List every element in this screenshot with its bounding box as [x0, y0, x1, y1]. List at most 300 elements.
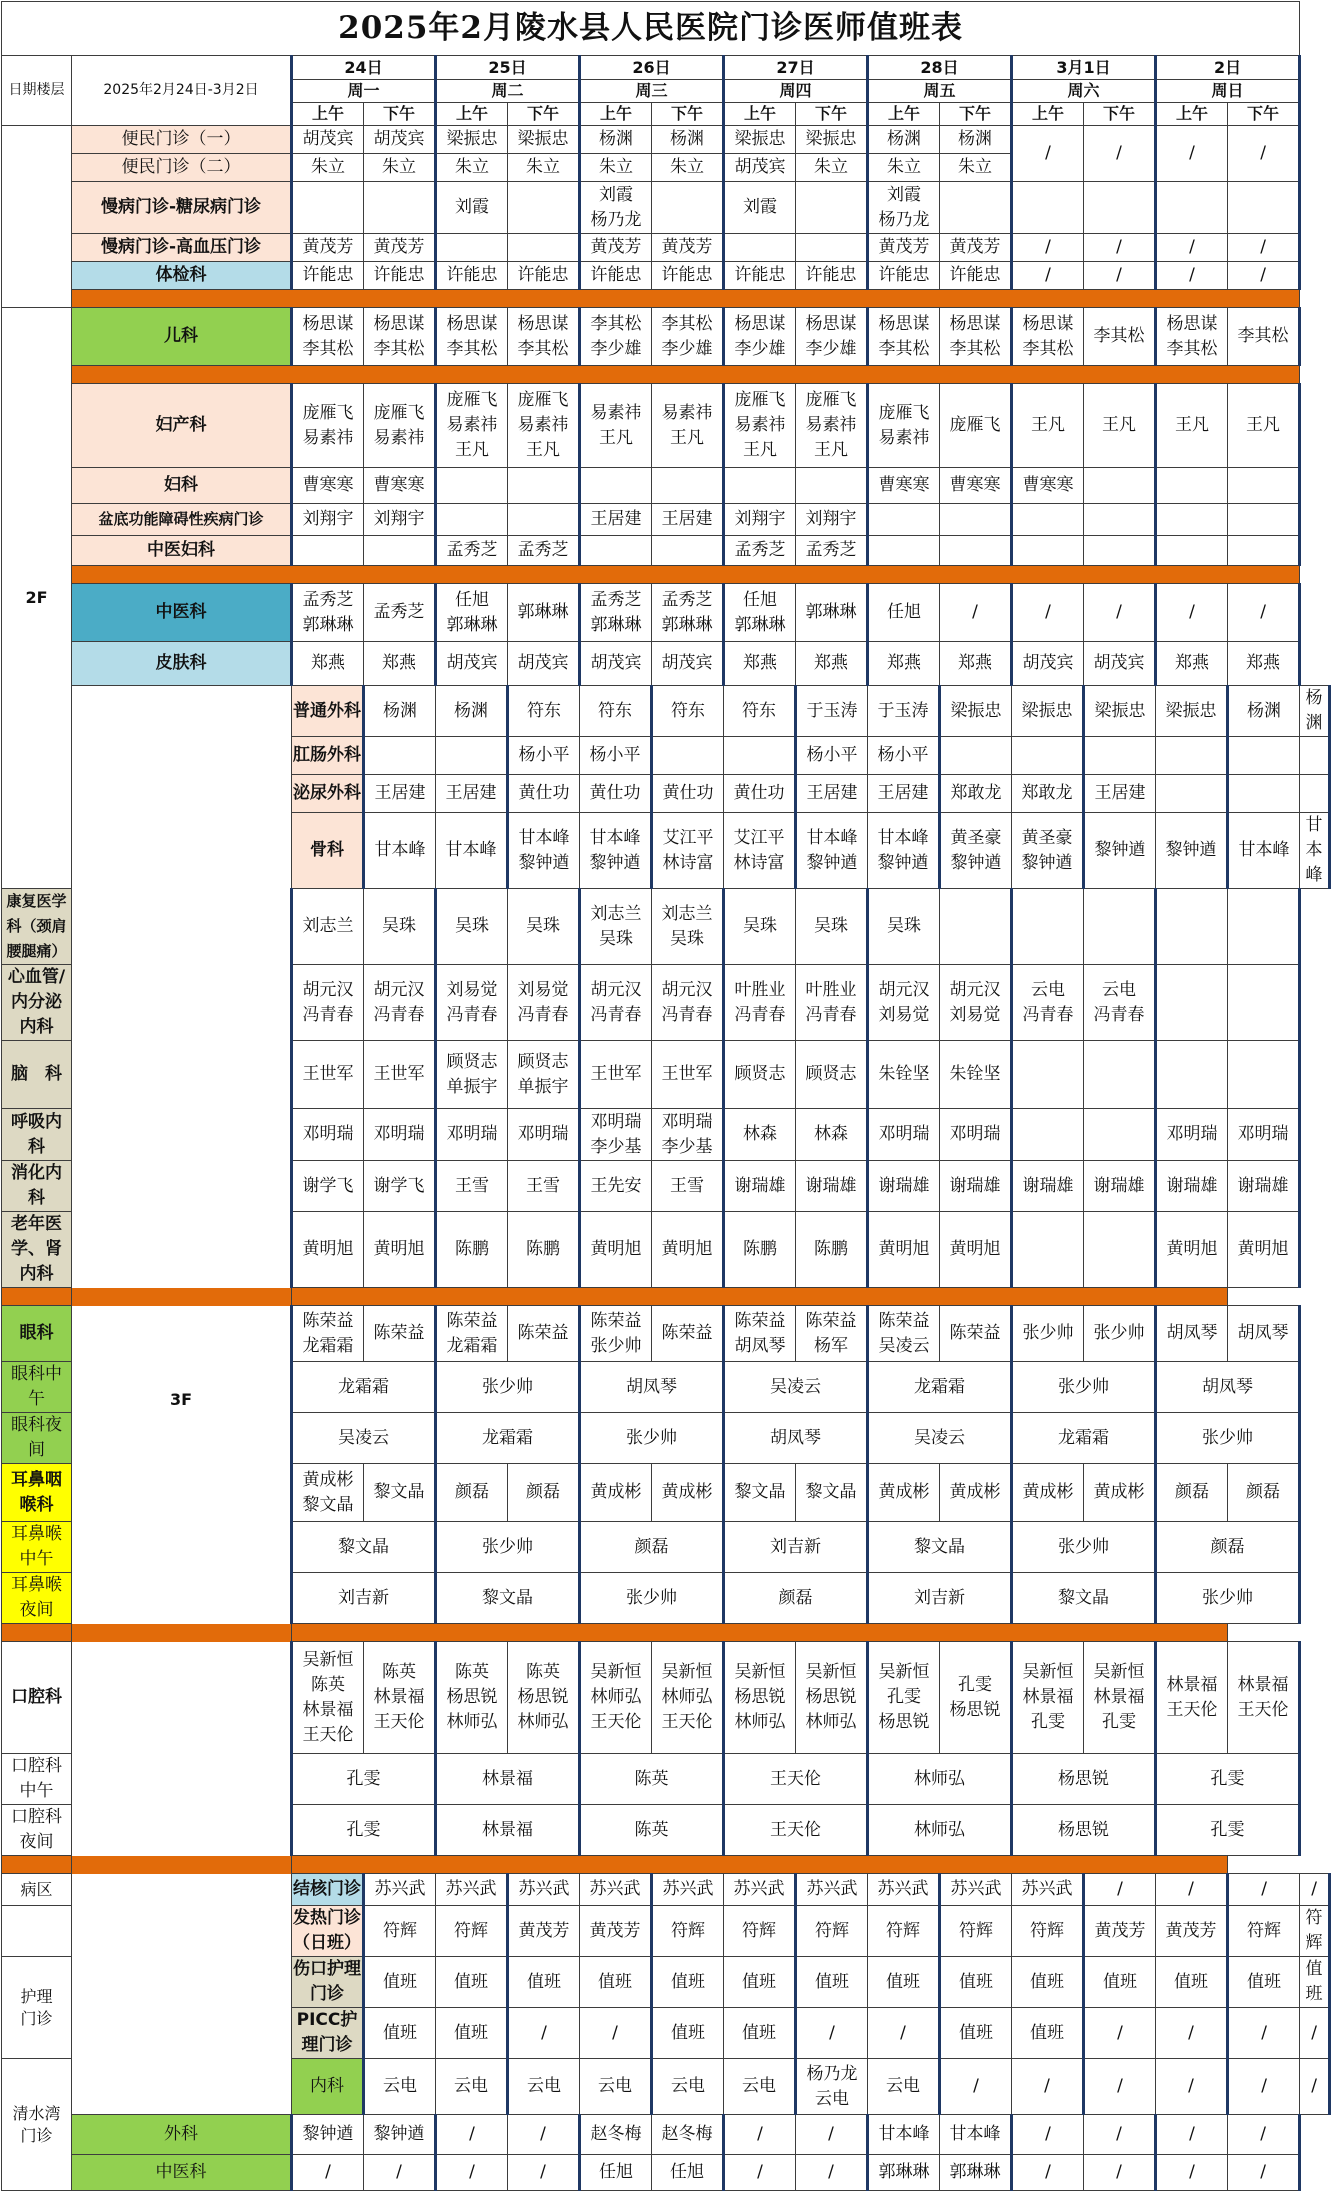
- duty-cell: 王凡: [1084, 384, 1156, 468]
- duty-cell: 甘本峰: [940, 2115, 1012, 2155]
- duty-cell: 林师弘: [868, 1805, 1012, 1856]
- duty-cell: [940, 536, 1012, 566]
- duty-cell: 许能忠: [436, 262, 508, 290]
- duty-cell: 谢瑞雄: [1156, 1161, 1228, 1212]
- duty-cell: [940, 889, 1012, 965]
- day-header-weekday: 周三: [580, 80, 724, 103]
- duty-cell: 顾贤志: [796, 1041, 868, 1109]
- duty-cell: 云电: [436, 2059, 508, 2115]
- duty-cell: 杨渊: [868, 126, 940, 154]
- department-name: 脑 科: [2, 1041, 72, 1109]
- duty-cell: 甘本峰 黎钟遒: [580, 813, 652, 889]
- department-name: 眼科夜间: [2, 1413, 72, 1464]
- duty-cell: 陈鹏: [724, 1212, 796, 1288]
- duty-cell: 王居建: [652, 504, 724, 536]
- duty-cell: 邓明瑞 李少基: [580, 1109, 652, 1161]
- duty-cell: 黄成彬: [868, 1464, 940, 1522]
- department-name: 妇产科: [72, 384, 292, 468]
- duty-cell: [1228, 889, 1300, 965]
- duty-cell: 朱立: [508, 154, 580, 182]
- duty-cell: 黄茂芳: [1156, 1906, 1228, 1957]
- department-name: 眼科: [2, 1306, 72, 1362]
- duty-cell: 苏兴武: [868, 1874, 940, 1906]
- duty-cell: [1156, 468, 1228, 504]
- duty-cell: 甘本峰 黎钟遒: [868, 813, 940, 889]
- duty-cell: 郑燕: [1156, 642, 1228, 686]
- duty-cell: 林景福: [436, 1754, 580, 1805]
- duty-cell-closed: /: [1156, 2155, 1228, 2191]
- duty-cell: 黄成彬: [1084, 1464, 1156, 1522]
- duty-cell: 黄仕功: [652, 775, 724, 813]
- duty-cell: 值班: [1228, 1957, 1300, 2008]
- department-name: 中医科: [72, 584, 292, 642]
- duty-cell: 黄明旭: [292, 1212, 364, 1288]
- duty-cell-closed: /: [1012, 126, 1084, 182]
- duty-cell: 曹寒寒: [364, 468, 436, 504]
- duty-cell: 吴新恒 林师弘 王天伦: [652, 1642, 724, 1754]
- department-name: 泌尿外科: [292, 775, 364, 813]
- duty-cell: 黄成彬: [940, 1464, 1012, 1522]
- duty-cell-closed: /: [508, 2115, 580, 2155]
- duty-cell: 黄明旭: [652, 1212, 724, 1288]
- duty-cell: 庞雁飞 易素祎: [364, 384, 436, 468]
- duty-cell: [1300, 775, 1330, 813]
- duty-cell: 于玉涛: [796, 686, 868, 737]
- duty-cell: 刘翔宇: [724, 504, 796, 536]
- duty-cell: 于玉涛: [868, 686, 940, 737]
- duty-cell: [1156, 536, 1228, 566]
- duty-cell: 刘翔宇: [292, 504, 364, 536]
- duty-cell: 王雪: [508, 1161, 580, 1212]
- duty-cell: 孟秀芝: [436, 536, 508, 566]
- duty-cell: 陈鹏: [436, 1212, 508, 1288]
- duty-cell: 陈鹏: [508, 1212, 580, 1288]
- duty-cell: 杨思谋 李其松: [868, 308, 940, 366]
- duty-cell: 黄茂芳: [1084, 1906, 1156, 1957]
- duty-cell: 黄仕功: [724, 775, 796, 813]
- duty-cell: [1156, 889, 1228, 965]
- duty-cell: 黄明旭: [1156, 1212, 1228, 1288]
- duty-cell: 符辉: [724, 1906, 796, 1957]
- duty-cell: 黎钟遒: [1156, 813, 1228, 889]
- duty-cell: 陈英: [580, 1754, 724, 1805]
- duty-cell: 杨思锐: [1012, 1805, 1156, 1856]
- duty-cell: 庞雁飞 易素祎: [868, 384, 940, 468]
- department-name: 儿科: [72, 308, 292, 366]
- duty-cell-closed: /: [1012, 2115, 1084, 2155]
- duty-cell: 值班: [580, 1957, 652, 2008]
- duty-cell: 陈英 杨思锐 林师弘: [436, 1642, 508, 1754]
- duty-cell-closed: /: [1228, 234, 1300, 262]
- duty-cell: [1300, 737, 1330, 775]
- duty-cell: 符辉: [1012, 1906, 1084, 1957]
- duty-cell: [436, 504, 508, 536]
- duty-cell: 梁振忠: [724, 126, 796, 154]
- duty-cell-closed: /: [1228, 1874, 1300, 1906]
- duty-cell: 陈荣益: [364, 1306, 436, 1362]
- duty-cell: 颜磊: [436, 1464, 508, 1522]
- duty-cell-closed: /: [1228, 2115, 1300, 2155]
- duty-cell: 甘本峰 黎钟遒: [508, 813, 580, 889]
- duty-cell-closed: /: [796, 2115, 868, 2155]
- duty-cell: 符东: [508, 686, 580, 737]
- duty-cell-closed: /: [1156, 1874, 1228, 1906]
- duty-cell: [1228, 536, 1300, 566]
- duty-cell: [508, 182, 580, 234]
- duty-cell: 苏兴武: [364, 1874, 436, 1906]
- duty-cell: 许能忠: [940, 262, 1012, 290]
- duty-cell: 许能忠: [868, 262, 940, 290]
- duty-cell-closed: /: [292, 2155, 364, 2191]
- department-name: 内科: [292, 2059, 364, 2115]
- duty-cell: [724, 468, 796, 504]
- duty-cell-closed: /: [1156, 126, 1228, 182]
- duty-cell: [724, 234, 796, 262]
- duty-cell-closed: /: [1156, 2008, 1228, 2059]
- duty-cell: 颜磊: [1228, 1464, 1300, 1522]
- duty-cell: 杨思谋 李其松: [940, 308, 1012, 366]
- duty-cell: 杨渊: [1300, 686, 1330, 737]
- duty-cell: 杨小平: [508, 737, 580, 775]
- duty-cell: 李其松 李少雄: [580, 308, 652, 366]
- duty-cell: 杨思谋 李少雄: [796, 308, 868, 366]
- duty-cell: 庞雁飞 易素祎: [292, 384, 364, 468]
- header-date-row: [2, 56, 1330, 80]
- duty-cell-closed: /: [580, 2008, 652, 2059]
- duty-cell: 杨思谋 李其松: [1156, 308, 1228, 366]
- duty-cell: 黎钟遒: [364, 2115, 436, 2155]
- duty-cell: 王先安: [580, 1161, 652, 1212]
- duty-cell: 张少帅: [1012, 1362, 1156, 1413]
- duty-cell: [580, 468, 652, 504]
- duty-cell: 黄明旭: [868, 1212, 940, 1288]
- duty-cell: 龙霜霜: [868, 1362, 1012, 1413]
- duty-cell: [508, 504, 580, 536]
- schedule-row: [2, 234, 1330, 262]
- duty-cell: 邓明瑞: [364, 1109, 436, 1161]
- duty-cell: 颜磊: [580, 1522, 724, 1573]
- duty-cell: 郭琳琳: [868, 2155, 940, 2191]
- duty-cell: 云电: [508, 2059, 580, 2115]
- duty-cell: 邓明瑞: [436, 1109, 508, 1161]
- floor-label: [2, 1906, 72, 1957]
- duty-cell-closed: /: [436, 2115, 508, 2155]
- duty-cell: 黄茂芳: [364, 234, 436, 262]
- duty-cell: 曹寒寒: [940, 468, 1012, 504]
- duty-cell: 吴新恒 林景福 孔雯: [1084, 1642, 1156, 1754]
- duty-cell: 胡元汉 冯青春: [652, 965, 724, 1041]
- duty-cell: 邓明瑞: [868, 1109, 940, 1161]
- duty-cell-closed: /: [796, 2155, 868, 2191]
- pm-header: 下午: [364, 103, 436, 126]
- duty-cell-closed: /: [940, 584, 1012, 642]
- duty-cell: [1084, 1041, 1156, 1109]
- duty-cell: 谢瑞雄: [868, 1161, 940, 1212]
- duty-cell: [1228, 965, 1300, 1041]
- duty-cell: 王居建: [436, 775, 508, 813]
- duty-cell: 王世军: [292, 1041, 364, 1109]
- duty-cell: 刘霞 杨乃龙: [580, 182, 652, 234]
- duty-cell: 许能忠: [724, 262, 796, 290]
- duty-cell: 王居建: [1084, 775, 1156, 813]
- duty-cell: 苏兴武: [724, 1874, 796, 1906]
- duty-cell: 符辉: [1300, 1906, 1330, 1957]
- duty-cell: 陈荣益: [652, 1306, 724, 1362]
- schedule-row: [2, 2155, 1330, 2191]
- duty-cell: 孟秀芝: [364, 584, 436, 642]
- duty-cell: 任旭 郭琳琳: [724, 584, 796, 642]
- schedule-row: [2, 686, 1330, 737]
- duty-cell: 值班: [508, 1957, 580, 2008]
- duty-cell: 云电 冯青春: [1084, 965, 1156, 1041]
- duty-cell: 郭琳琳: [940, 2155, 1012, 2191]
- duty-cell: 胡凤琴: [724, 1413, 868, 1464]
- duty-cell: [1084, 889, 1156, 965]
- duty-cell: 值班: [652, 1957, 724, 2008]
- duty-roster-table: [1, 1, 1331, 2191]
- duty-cell: 孟秀芝: [724, 536, 796, 566]
- pm-header: 下午: [1084, 103, 1156, 126]
- department-name: 耳鼻咽喉科: [2, 1464, 72, 1522]
- duty-cell: 刘易觉 冯青春: [508, 965, 580, 1041]
- duty-cell: 苏兴武: [652, 1874, 724, 1906]
- department-name: 皮肤科: [72, 642, 292, 686]
- duty-cell: 值班: [1300, 1957, 1330, 2008]
- duty-cell: 杨思谋 李其松: [1012, 308, 1084, 366]
- duty-cell: 苏兴武: [436, 1874, 508, 1906]
- duty-cell: 杨思谋 李少雄: [724, 308, 796, 366]
- day-header-date: 28日: [868, 56, 1012, 80]
- day-header-weekday: 周五: [868, 80, 1012, 103]
- duty-cell: 许能忠: [364, 262, 436, 290]
- duty-cell: 黄仕功: [580, 775, 652, 813]
- duty-cell: 许能忠: [652, 262, 724, 290]
- duty-cell: [436, 468, 508, 504]
- duty-cell-closed: /: [1012, 2059, 1084, 2115]
- duty-cell: 黎文晶: [292, 1522, 436, 1573]
- duty-cell: [1012, 504, 1084, 536]
- duty-cell: [1228, 468, 1300, 504]
- duty-cell: 王居建: [868, 775, 940, 813]
- duty-cell: [364, 536, 436, 566]
- am-header: 上午: [868, 103, 940, 126]
- duty-cell: 吴珠: [508, 889, 580, 965]
- duty-cell-closed: /: [436, 2155, 508, 2191]
- duty-cell: 龙霜霜: [1012, 1413, 1156, 1464]
- duty-cell: [1156, 504, 1228, 536]
- duty-cell: [1012, 889, 1084, 965]
- duty-cell: 刘翔宇: [796, 504, 868, 536]
- duty-cell-closed: /: [1156, 2115, 1228, 2155]
- duty-cell: 谢学飞: [292, 1161, 364, 1212]
- duty-cell: 颜磊: [1156, 1522, 1300, 1573]
- duty-cell: [1012, 536, 1084, 566]
- duty-cell: 谢学飞: [364, 1161, 436, 1212]
- duty-cell-closed: /: [1084, 2008, 1156, 2059]
- duty-cell: 郭琳琳: [508, 584, 580, 642]
- department-name: 肛肠外科: [292, 737, 364, 775]
- department-name: 心血管/内分泌内科: [2, 965, 72, 1041]
- department-name: 耳鼻喉夜间: [2, 1573, 72, 1624]
- duty-cell: 赵冬梅: [652, 2115, 724, 2155]
- day-header-weekday: 周六: [1012, 80, 1156, 103]
- duty-cell-closed: /: [1084, 584, 1156, 642]
- duty-cell: 胡茂宾: [652, 642, 724, 686]
- floor-label: 护理 门诊: [2, 1957, 72, 2059]
- duty-cell: 黄茂芳: [652, 234, 724, 262]
- duty-cell: 云电: [724, 2059, 796, 2115]
- duty-cell: 赵冬梅: [580, 2115, 652, 2155]
- duty-cell: [652, 182, 724, 234]
- schedule-row: [2, 642, 1330, 686]
- duty-cell: 庞雁飞: [940, 384, 1012, 468]
- duty-cell: 陈荣益 张少帅: [580, 1306, 652, 1362]
- duty-cell: [1156, 182, 1228, 234]
- duty-cell: 颜磊: [508, 1464, 580, 1522]
- department-name: 中医科: [72, 2155, 292, 2191]
- duty-cell: 黄成彬: [652, 1464, 724, 1522]
- duty-cell: [1012, 182, 1084, 234]
- duty-cell: [436, 234, 508, 262]
- department-name: 骨科: [292, 813, 364, 889]
- duty-cell: 陈荣益 龙霜霜: [436, 1306, 508, 1362]
- duty-cell: 黄明旭: [580, 1212, 652, 1288]
- duty-cell: [1156, 775, 1228, 813]
- separator-row: [2, 1624, 1330, 1642]
- duty-cell: 胡元汉 冯青春: [580, 965, 652, 1041]
- duty-cell: [868, 536, 940, 566]
- duty-cell: 黄仕功: [508, 775, 580, 813]
- duty-cell: 郑燕: [796, 642, 868, 686]
- duty-cell: 杨思谋 李其松: [508, 308, 580, 366]
- duty-cell: 吴凌云: [292, 1413, 436, 1464]
- duty-cell: 吴珠: [796, 889, 868, 965]
- duty-cell: 王居建: [364, 775, 436, 813]
- duty-cell: 云电: [868, 2059, 940, 2115]
- duty-cell: 杨渊: [940, 126, 1012, 154]
- day-header-date: 24日: [292, 56, 436, 80]
- duty-cell: 谢瑞雄: [1012, 1161, 1084, 1212]
- duty-cell: [868, 504, 940, 536]
- title-row: [2, 2, 1330, 56]
- duty-cell: 朱立: [868, 154, 940, 182]
- duty-cell: 郑敢龙: [1012, 775, 1084, 813]
- duty-cell: 颜磊: [724, 1573, 868, 1624]
- duty-cell: 黄茂芳: [580, 234, 652, 262]
- duty-cell: 邓明瑞 李少基: [652, 1109, 724, 1161]
- duty-cell: 陈荣益 吴凌云: [868, 1306, 940, 1362]
- duty-cell-closed: /: [1012, 234, 1084, 262]
- duty-cell: [292, 182, 364, 234]
- duty-cell: 朱立: [436, 154, 508, 182]
- department-name: 普通外科: [292, 686, 364, 737]
- duty-cell: 刘吉新: [292, 1573, 436, 1624]
- duty-cell-closed: /: [1156, 584, 1228, 642]
- duty-cell-closed: /: [1228, 2008, 1300, 2059]
- duty-cell: 许能忠: [508, 262, 580, 290]
- duty-cell: [292, 536, 364, 566]
- duty-cell: 龙霜霜: [292, 1362, 436, 1413]
- duty-cell: 甘本峰: [1300, 813, 1330, 889]
- department-name: 结核门诊: [292, 1874, 364, 1906]
- duty-cell: 张少帅: [1084, 1306, 1156, 1362]
- duty-cell: 王居建: [580, 504, 652, 536]
- duty-cell: 符辉: [868, 1906, 940, 1957]
- duty-cell: 刘翔宇: [364, 504, 436, 536]
- duty-cell: 林森: [724, 1109, 796, 1161]
- duty-cell: 孟秀芝 郭琳琳: [292, 584, 364, 642]
- duty-cell: [796, 182, 868, 234]
- department-name: 外科: [72, 2115, 292, 2155]
- duty-cell: 郑燕: [724, 642, 796, 686]
- duty-cell: 苏兴武: [940, 1874, 1012, 1906]
- duty-cell: 郑燕: [364, 642, 436, 686]
- duty-cell-closed: /: [1084, 2155, 1156, 2191]
- department-name: 呼吸内科: [2, 1109, 72, 1161]
- duty-cell: 云电: [652, 2059, 724, 2115]
- day-header-date: 27日: [724, 56, 868, 80]
- department-name: 老年医学、肾内科: [2, 1212, 72, 1288]
- duty-cell: [1228, 182, 1300, 234]
- separator-row: [2, 290, 1330, 308]
- duty-cell: [1084, 737, 1156, 775]
- duty-cell-closed: /: [1228, 262, 1300, 290]
- duty-cell: 符辉: [940, 1906, 1012, 1957]
- duty-cell: 许能忠: [292, 262, 364, 290]
- department-name: 眼科中午: [2, 1362, 72, 1413]
- duty-cell: [796, 234, 868, 262]
- duty-cell: 黄茂芳: [868, 234, 940, 262]
- floor-label: 病区: [2, 1874, 72, 1906]
- duty-cell: 值班: [436, 2008, 508, 2059]
- duty-cell: 郑燕: [940, 642, 1012, 686]
- duty-cell: 黎文晶: [436, 1573, 580, 1624]
- duty-cell: 甘本峰: [436, 813, 508, 889]
- department-name: 口腔科中午: [2, 1754, 72, 1805]
- duty-cell: 庞雁飞 易素祎 王凡: [724, 384, 796, 468]
- duty-cell: [364, 737, 436, 775]
- duty-cell: 孟秀芝: [796, 536, 868, 566]
- schedule-row: [2, 2115, 1330, 2155]
- duty-cell: 黄圣豪 黎钟遒: [1012, 813, 1084, 889]
- duty-cell: 黄茂芳: [292, 234, 364, 262]
- duty-cell: 曹寒寒: [1012, 468, 1084, 504]
- duty-cell: 杨思锐: [1012, 1754, 1156, 1805]
- duty-cell: 胡茂宾: [580, 642, 652, 686]
- duty-cell: 李其松 李少雄: [652, 308, 724, 366]
- duty-cell: [1156, 1041, 1228, 1109]
- duty-cell-closed: /: [1084, 2115, 1156, 2155]
- duty-cell: 值班: [652, 2008, 724, 2059]
- schedule-row: [2, 126, 1330, 154]
- department-name: 中医妇科: [72, 536, 292, 566]
- duty-cell: 叶胜业 冯青春: [796, 965, 868, 1041]
- duty-cell: 吴新恒 林景福 孔雯: [1012, 1642, 1084, 1754]
- day-header-date: 25日: [436, 56, 580, 80]
- duty-cell-closed: /: [1156, 2059, 1228, 2115]
- duty-cell: 陈荣益: [508, 1306, 580, 1362]
- duty-cell: 陈英 杨思锐 林师弘: [508, 1642, 580, 1754]
- duty-cell: [1228, 504, 1300, 536]
- duty-cell: [1012, 1041, 1084, 1109]
- duty-cell: [1084, 504, 1156, 536]
- duty-cell-closed: /: [1300, 2059, 1330, 2115]
- duty-cell: 张少帅: [580, 1573, 724, 1624]
- duty-cell: 吴珠: [436, 889, 508, 965]
- duty-cell: [1156, 965, 1228, 1041]
- duty-cell: 张少帅: [436, 1522, 580, 1573]
- duty-cell: 黄明旭: [1228, 1212, 1300, 1288]
